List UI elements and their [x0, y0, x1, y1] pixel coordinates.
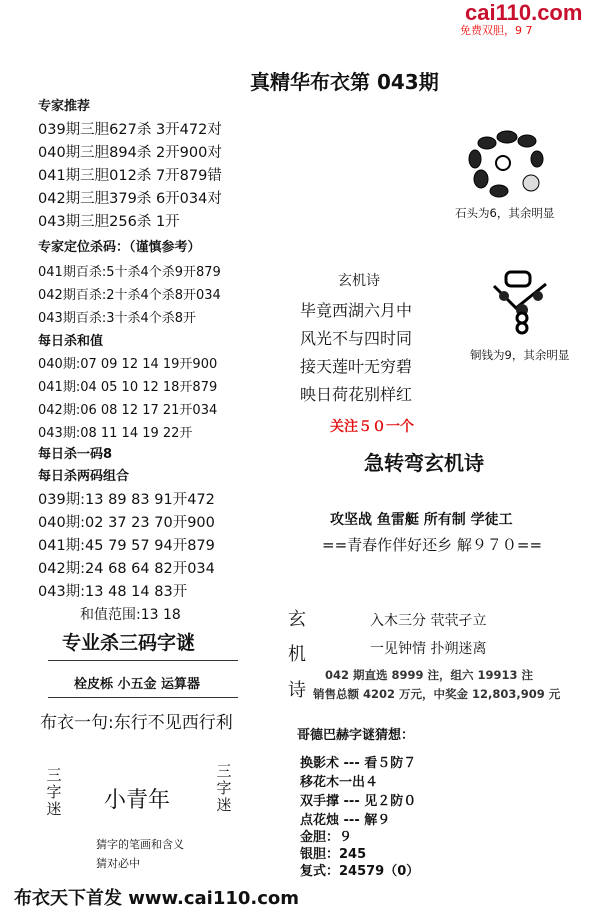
- gdbh-heading: 哥德巴赫字谜猜想：: [297, 728, 415, 743]
- divider: [48, 660, 238, 661]
- gdbh-line: 金胆：９: [300, 830, 353, 845]
- expert-line: 039期三胆627杀 3开472对: [38, 122, 222, 138]
- sum-kill-line: 040期:07 09 12 14 19开900: [38, 357, 218, 372]
- riddle-hint: 猜字的笔画和含义: [96, 838, 184, 851]
- sales-line: 销售总额 4202 万元，中奖金 12,803,909 元: [313, 687, 561, 701]
- expert-line: 042期三胆379杀 6开034对: [38, 191, 222, 207]
- xuanji-char: 诗: [288, 680, 306, 701]
- gdbh-line: 复式：24579（0）: [300, 864, 420, 879]
- riddle-left-vertical: 三字迷: [46, 766, 62, 818]
- gdbh-line: 银胆：245: [300, 847, 367, 862]
- turn-line: 攻坚战 鱼雷艇 所有制 学徒工: [330, 512, 513, 528]
- position-kill-line: 043期百杀:3十杀4个杀8开: [38, 311, 197, 326]
- pro-kill-title: 专业杀三码字谜: [62, 632, 196, 654]
- footer-brand: 布衣天下首发 www.cai110.com: [14, 888, 300, 909]
- one-kill: 每日杀一码8: [38, 447, 113, 462]
- two-kill-line: 042期:24 68 64 82开034: [38, 561, 215, 577]
- gdbh-line: 换影术 --- 看５防７: [300, 756, 417, 771]
- sum-kill-heading: 每日杀和值: [38, 334, 104, 349]
- coin-caption: 铜钱为9，其余明显: [470, 348, 570, 362]
- two-kill-line: 040期:02 37 23 70开900: [38, 515, 215, 531]
- xuanji-line: 一见钟情 扑朔迷离: [370, 641, 487, 657]
- tools-line: 栓皮栎 小五金 运算器: [74, 677, 201, 692]
- turn-line: ==青春作伴好还乡 解９７０==: [322, 536, 543, 554]
- gdbh-line: 双手撑 --- 见２防０: [300, 794, 417, 809]
- riddle-right-vertical: 三字迷: [216, 762, 232, 814]
- page-title: 真精华布衣第 043期: [250, 70, 439, 94]
- gdbh-line: 移花木一出４: [300, 775, 379, 790]
- turn-title: 急转弯玄机诗: [364, 451, 484, 475]
- poem-line: 映日荷花别样红: [300, 385, 413, 404]
- sum-kill-line: 043期:08 11 14 19 22开: [38, 426, 193, 441]
- stone-bracelet-picture: [465, 125, 555, 205]
- poem-line: 毕竟西湖六月中: [300, 301, 413, 320]
- two-kill-line: 043期:13 48 14 83开: [38, 584, 188, 600]
- riddle-main: 小青年: [104, 788, 171, 813]
- poem-heading: 玄机诗: [338, 273, 380, 289]
- two-kill-heading: 每日杀两码组合: [38, 469, 130, 484]
- coin-necklace-picture: [488, 268, 558, 338]
- position-kill-line: 041期百杀:5十杀4个杀9开879: [38, 265, 221, 280]
- poem-line: 风光不与四时同: [300, 329, 413, 348]
- expert-line: 040期三胆894杀 2开900对: [38, 145, 222, 161]
- xuanji-char: 玄: [288, 609, 306, 630]
- expert-line: 041期三胆012杀 7开879错: [38, 168, 222, 184]
- riddle-hint: 猜对必中: [96, 857, 140, 870]
- expert-line: 043期三胆256杀 1开: [38, 214, 180, 230]
- gdbh-line: 点花烛 --- 解９: [300, 813, 391, 828]
- one-liner: 布衣一句:东行不见西行利: [40, 713, 233, 733]
- expert-heading: 专家推荐: [38, 99, 91, 114]
- divider: [48, 697, 238, 698]
- poem-line: 接天莲叶无穷碧: [300, 357, 413, 376]
- sales-line: 042 期直选 8999 注，组六 19913 注: [325, 668, 534, 682]
- brand-logo-text: cai110.com: [465, 0, 583, 25]
- xuanji-line: 入木三分 茕茕孑立: [370, 613, 487, 629]
- sum-range: 和值范围:13 18: [80, 607, 181, 623]
- sum-kill-line: 042期:06 08 12 17 21开034: [38, 403, 218, 418]
- brand-subtitle: 免费双胆，9 7: [460, 24, 533, 37]
- stone-caption: 石头为6，其余明显: [455, 206, 555, 220]
- xuanji-char: 机: [288, 644, 306, 665]
- position-kill-line: 042期百杀:2十杀4个杀8开034: [38, 288, 221, 303]
- sum-kill-line: 041期:04 05 10 12 18开879: [38, 380, 218, 395]
- position-kill-heading: 专家定位杀码：（谨慎参考）: [38, 240, 201, 255]
- focus-note: 关注５０一个: [330, 419, 414, 435]
- two-kill-line: 039期:13 89 83 91开472: [38, 492, 215, 508]
- two-kill-line: 041期:45 79 57 94开879: [38, 538, 215, 554]
